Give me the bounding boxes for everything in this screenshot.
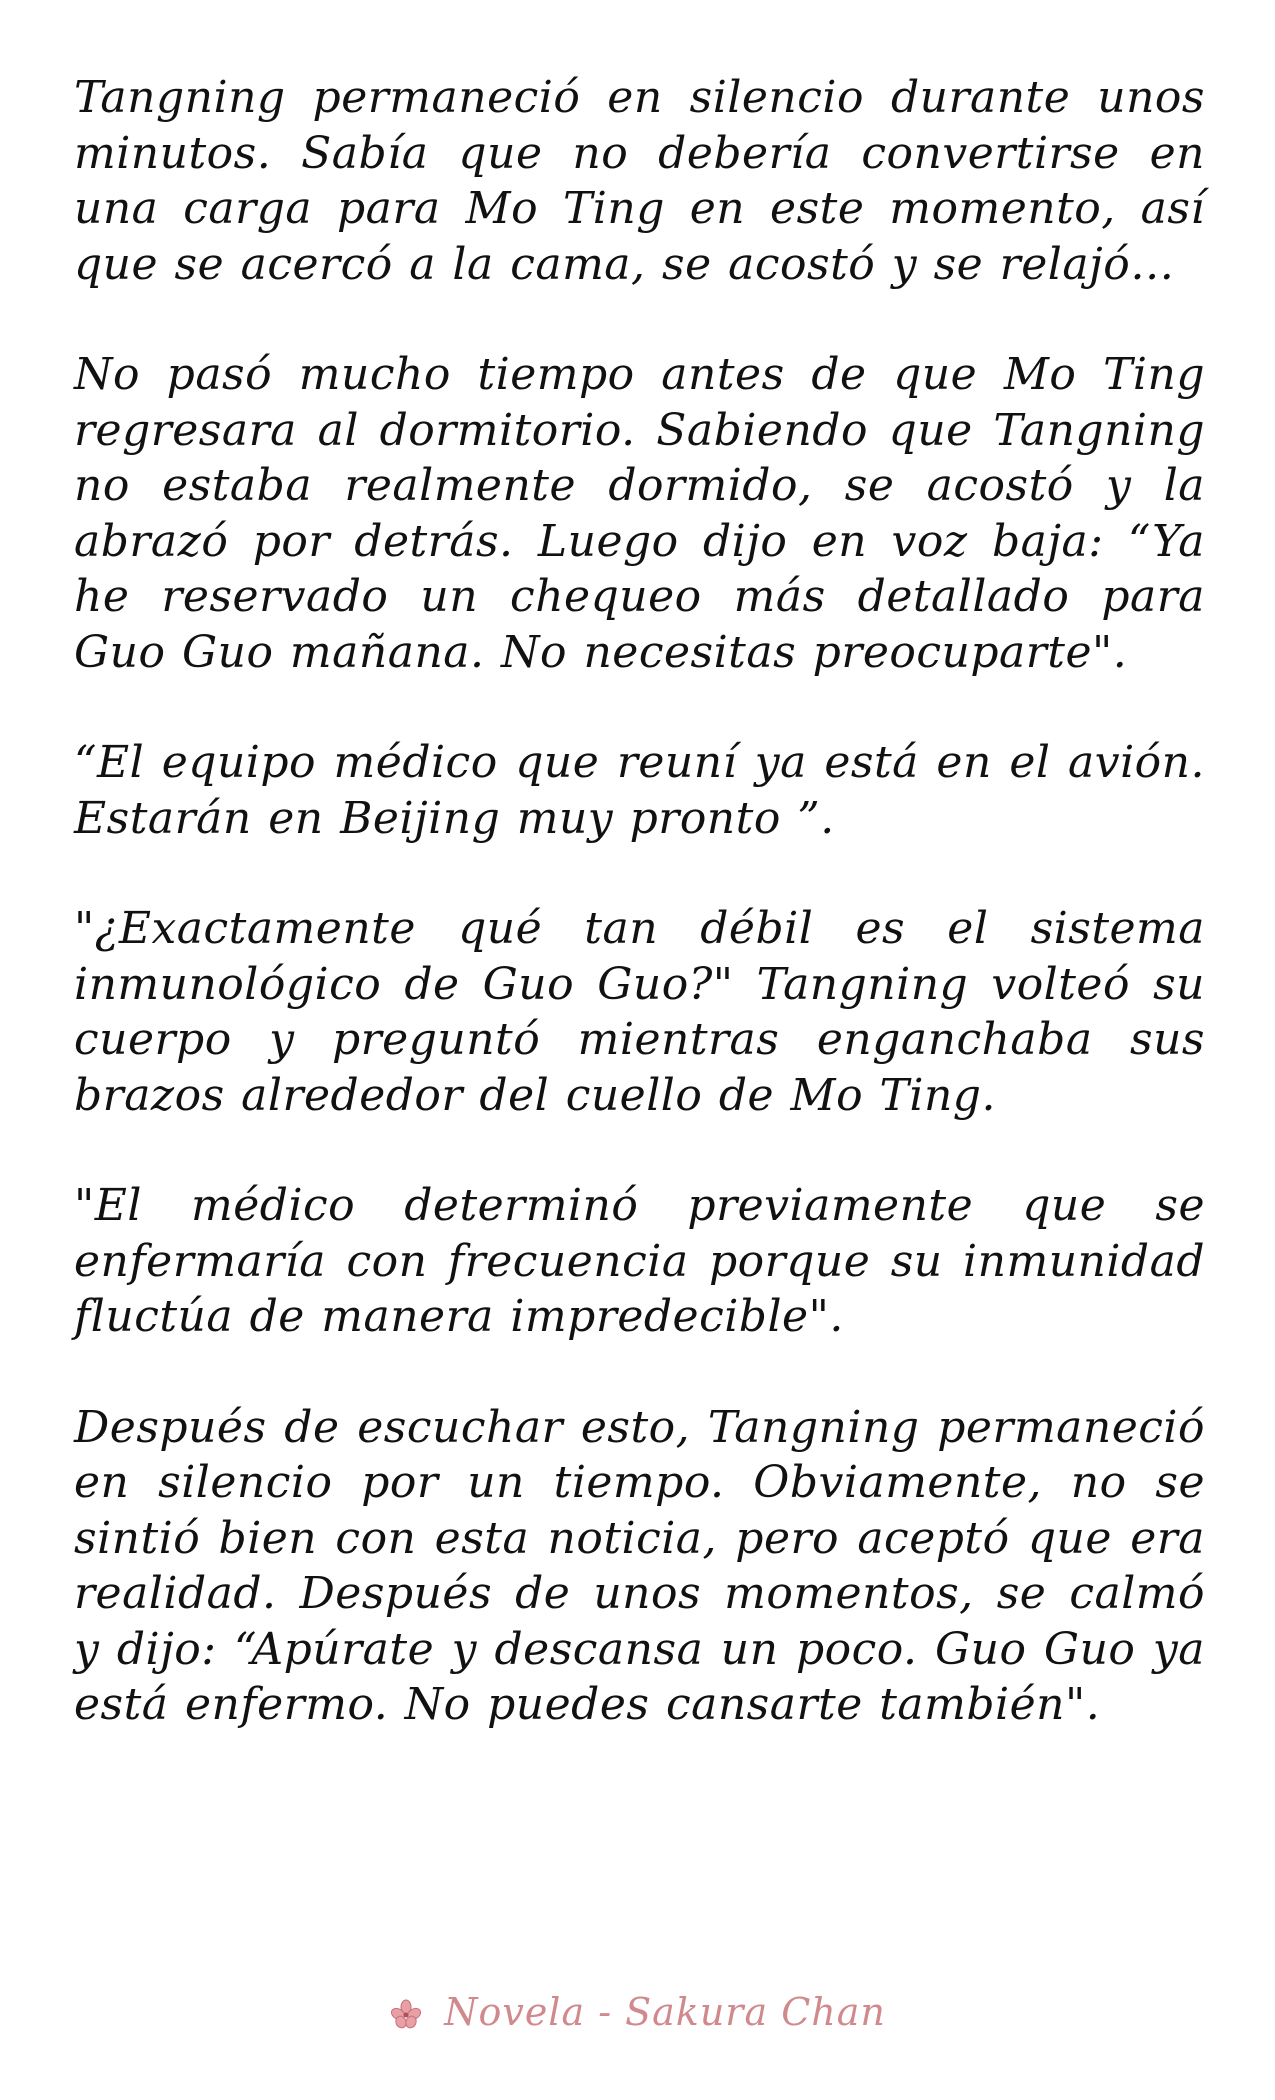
sakura-flower-icon	[389, 1994, 423, 2038]
paragraph-2: No pasó mucho tiempo antes de que Mo Ting regresara al dormitorio. Sabiendo que Tangning no estaba realmente dormido, se acostó y la abrazó por detrás. Luego dijo en voz baja: “Ya he reservado un chequeo más detallado para Guo Guo mañana. No necesitas preocuparte".	[74, 349, 1205, 678]
paragraph-4: "¿Exactamente qué tan débil es el sistema inmunológico de Guo Guo?" Tangning volteó su cuerpo y preguntó mientras enganchaba sus brazos alrededor del cuello de Mo Ting.	[74, 903, 1205, 1121]
paragraph-5: "El médico determinó previamente que se enfermaría con frecuencia porque su inmunidad fluctúa de manera impredecible".	[74, 1180, 1205, 1342]
footer-text: Novela - Sakura Chan	[444, 1990, 886, 2034]
document-body	[74, 70, 1205, 1788]
paragraph-3: “El equipo médico que reuní ya está en el avión. Estarán en Beijing muy pronto ”.	[74, 737, 1205, 844]
paragraph-1: Tangning permaneció en silencio durante unos minutos. Sabía que no debería convertirse en una carga para Mo Ting en este momento, así que se acercó a la cama, se acostó y se relajó…	[74, 72, 1205, 290]
paragraph-6: Después de escuchar esto, Tangning permaneció en silencio por un tiempo. Obviamente, no se sintió bien con esta noticia, pero aceptó que era realidad. Después de unos momentos, se calmó y dijo: “Apúrate y descansa un poco. Guo Guo ya está enfermo. No puedes cansarte también".	[74, 1401, 1205, 1730]
footer-watermark	[0, 1990, 1275, 2038]
